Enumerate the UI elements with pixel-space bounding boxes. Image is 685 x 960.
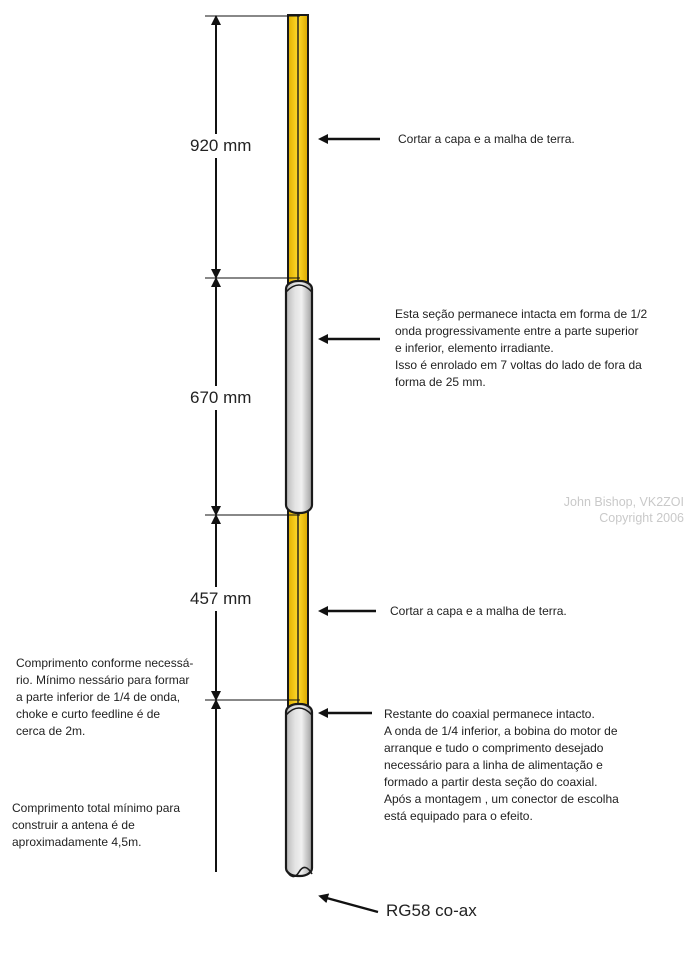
- note-total-length: Comprimento total mínimo para construir a antena é de aproximadamente 4,5m.: [12, 801, 181, 849]
- note-length-needed: Comprimento conforme necessá- rio. Mínimo nessário para formar a parte inferior de 1/4 de onda, choke e curto feedline é de cerca de 2m.: [16, 656, 194, 738]
- copyright-watermark: John Bishop, VK2ZOI Copyright 2006: [563, 495, 684, 525]
- lower-coax-section: [286, 704, 312, 876]
- note-cut-middle: Cortar a capa e a malha de terra.: [390, 604, 567, 618]
- note-remaining-coax: Restante do coaxial permanece intacto. A onda de 1/4 inferior, a bobina do motor de arranque e tudo o comprimento desejado necessário para a linha de alimentação e formado a partir desta seção do coaxial. Após a montagem , um conector de escolha está equipado para o efeito.: [384, 707, 619, 823]
- arrow-rg58: [323, 897, 378, 912]
- dimension-label-670: 670 mm: [188, 386, 253, 410]
- choke-coax-section: [286, 281, 312, 513]
- note-choke-section: Esta seção permanece intacta em forma de 1/2 onda progressivamente entre a parte superior e inferior, elemento irradiante. Isso é enrolado em 7 voltas do lado de fora da forma de 25 mm.: [395, 307, 648, 389]
- note-cut-top: Cortar a capa e a malha de terra.: [398, 132, 575, 146]
- label-cable-type: RG58 co-ax: [386, 901, 477, 920]
- dimension-label-457: 457 mm: [188, 587, 253, 611]
- dimension-label-920: 920 mm: [188, 134, 253, 158]
